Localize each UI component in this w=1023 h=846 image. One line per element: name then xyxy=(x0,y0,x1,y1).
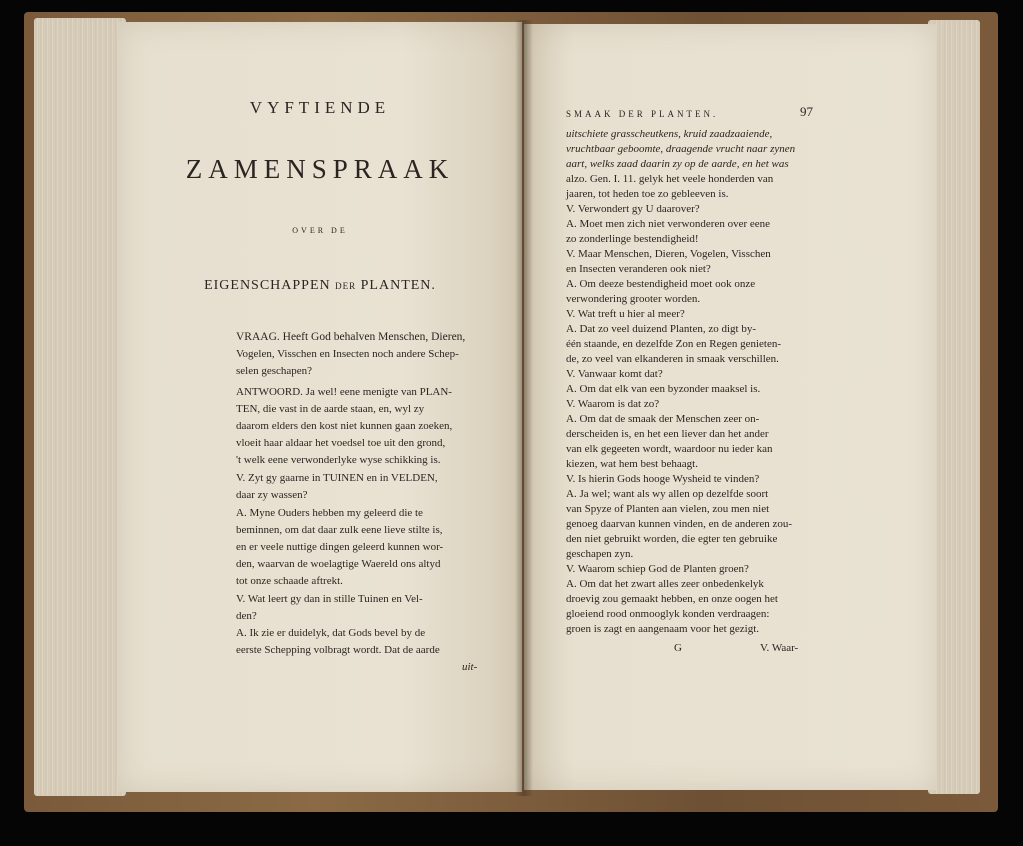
text-line: VRAAG. Heeft God behalven Menschen, Dieren, xyxy=(236,331,466,343)
catchword: uit- xyxy=(462,661,478,673)
text-line: den? xyxy=(236,610,257,622)
text-line: V. Zyt gy gaarne in TUINEN en in VELDEN, xyxy=(236,472,438,484)
text-line: ANTWOORD. Ja wel! eene menigte van PLAN- xyxy=(236,386,452,398)
page-edges-left xyxy=(34,18,126,796)
text-line: den, waarvan de woelagtige Waereld ons altyd xyxy=(236,558,441,570)
text-line: V. Vanwaar komt dat? xyxy=(566,368,663,380)
text-line: den niet gebruikt worden, die egter ten gebruike xyxy=(566,533,778,545)
text-line: A. Om deeze bestendigheid moet ook onze xyxy=(566,278,756,290)
text-line: A. Om dat het zwart alles zeer onbedenkelyk xyxy=(566,578,764,590)
left-page xyxy=(118,22,522,792)
text-line: uitschiete grasscheutkens, kruid zaadzaaiende, xyxy=(566,128,773,140)
right-page-text-block xyxy=(566,128,856,654)
text-line: alzo. Gen. I. 11. gelyk het veele honderden van xyxy=(566,173,774,185)
text-line: de, zo veel van elkanderen in smaak verschillen. xyxy=(566,353,779,365)
heading-eigenschappen-word: EIGENSCHAPPEN xyxy=(204,278,331,293)
text-line: jaaren, tot heden toe zo gebleeven is. xyxy=(566,188,729,200)
text-line: één staande, en dezelfde Zon en Regen genieten- xyxy=(566,338,782,350)
text-line: vloeit haar aldaar het voedsel toe uit den grond, xyxy=(236,437,446,449)
heading-der-word: DER xyxy=(335,281,357,291)
signature-mark: G xyxy=(674,642,682,654)
text-line: A. Moet men zich niet verwonderen over eene xyxy=(566,218,771,230)
text-line: droevig zou gemaakt hebben, en onze oogen het xyxy=(566,593,778,605)
text-line: selen geschapen? xyxy=(236,365,313,377)
text-line: zo zonderlinge bestendigheid! xyxy=(566,233,699,245)
catchword: V. Waar- xyxy=(760,642,799,654)
right-page xyxy=(524,24,936,790)
text-line: A. Ja wel; want als wy allen op dezelfde soort xyxy=(566,488,769,500)
text-line: verwondering grooter worden. xyxy=(566,293,701,305)
text-line: V. Is hierin Gods hooge Wysheid te vinden? xyxy=(566,473,760,485)
text-line: Vogelen, Visschen en Insecten noch andere Schep- xyxy=(236,348,459,360)
text-line: beminnen, om dat daar zulk eene lieve stilte is, xyxy=(236,524,443,536)
book-gutter xyxy=(515,20,533,796)
text-line: A. Om dat de smaak der Menschen zeer on- xyxy=(566,413,760,425)
heading-zamenspraak: ZAMENSPRAAK xyxy=(185,154,455,184)
text-line: TEN, die vast in de aarde staan, en, wyl zy xyxy=(236,403,425,415)
text-line: V. Waarom is dat zo? xyxy=(566,398,660,410)
text-line: daar zy wassen? xyxy=(236,489,308,501)
text-line: aart, welks zaad daarin zy op de aarde, en het was xyxy=(566,158,789,170)
text-line: V. Verwondert gy U daarover? xyxy=(566,203,700,215)
text-line: eerste Schepping volbragt wordt. Dat de aarde xyxy=(236,644,440,656)
text-line: gloeiend rood onmooglyk konden verdraagen: xyxy=(566,608,770,620)
text-line: A. Om dat elk van een byzonder maaksel is. xyxy=(566,383,761,395)
text-line: vruchtbaar geboomte, draagende vrucht naar zynen xyxy=(566,143,796,155)
text-line: A. Ik zie er duidelyk, dat Gods bevel by de xyxy=(236,627,426,639)
page-number: 97 xyxy=(800,104,813,119)
text-line: V. Wat leert gy dan in stille Tuinen en Vel- xyxy=(236,593,423,605)
text-line: V. Maar Menschen, Dieren, Vogelen, Visschen xyxy=(566,248,771,260)
heading-vyftiende: VYFTIENDE xyxy=(249,98,391,117)
running-head: SMAAK DER PLANTEN. xyxy=(566,109,719,119)
text-line: derscheiden is, en het een liever dan het ander xyxy=(566,428,769,440)
text-line: V. Waarom schiep God de Planten groen? xyxy=(566,563,749,575)
text-line: kiezen, wat hem best behaagt. xyxy=(566,458,698,470)
text-line: V. Wat treft u hier al meer? xyxy=(566,308,685,320)
text-line: A. Dat zo veel duizend Planten, zo digt by- xyxy=(566,323,757,335)
text-line: geschapen zyn. xyxy=(566,548,634,560)
text-line: van Spyze of Planten aan vielen, zou men niet xyxy=(566,503,770,515)
heading-eigenschappen xyxy=(118,278,522,294)
text-line: van elk gegeeten wordt, waardoor nu ieder kan xyxy=(566,443,773,455)
text-line: en er veele nuttige dingen geleerd kunnen wor- xyxy=(236,541,444,553)
text-line: en Insecten veranderen ook niet? xyxy=(566,263,711,275)
text-line: groen is zagt en aangenaam voor het gezigt. xyxy=(566,623,760,635)
text-line: tot onze schaade aftrekt. xyxy=(236,575,343,587)
text-line: A. Myne Ouders hebben my geleerd die te xyxy=(236,507,423,519)
heading-planten-word: PLANTEN. xyxy=(360,278,436,293)
text-line: daarom elders den kost niet kunnen gaan zoeken, xyxy=(236,420,453,432)
text-line: 't welk eene verwonderlyke wyse schikking is. xyxy=(236,454,441,466)
heading-over-de: OVER DE xyxy=(292,226,348,235)
text-line: genoeg daarvan kunnen vinden, en de anderen zou- xyxy=(566,518,793,530)
